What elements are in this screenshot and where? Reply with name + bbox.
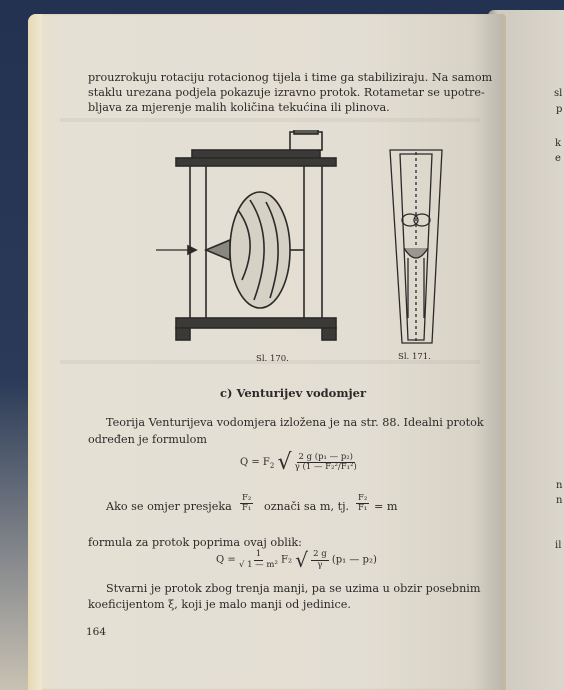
- paragraph4-line: koeficijentom ξ, koji je malo manji od jedinice.: [88, 598, 351, 611]
- paragraph3: formula za protok poprima ovaj oblik:: [88, 536, 302, 549]
- facing-page-fragment: e: [555, 153, 561, 164]
- formula2-root-num: 2 g: [313, 549, 327, 560]
- formula1-num: 2 g (p₁ — p₂): [298, 451, 353, 462]
- ratio-after: = m: [374, 500, 398, 513]
- page-edge: [28, 14, 42, 690]
- page-number: 164: [86, 626, 107, 638]
- paragraph1-line: prouzrokuju rotaciju rotacionog tijela i time ga stabiliziraju. Na samom: [88, 71, 493, 84]
- formula2-lhs: Q =: [216, 554, 236, 566]
- formula2-frac-den: √ 1 — m²: [238, 559, 278, 570]
- facing-page-fragment: n: [556, 480, 563, 491]
- ratio-f-den-2: F₁: [358, 503, 368, 514]
- formula1-den: γ (1 — F₂²/F₁²): [294, 462, 357, 472]
- formula-1: $Q = F_2$ √ $\frac{\text{2 g (p₁ — p₂)}}{\text{γ (1 — F₂²/F₁²)}}$: [240, 450, 357, 475]
- facing-page-fragment: sl: [554, 88, 563, 99]
- ratio-f-num: F₂: [242, 493, 252, 503]
- facing-page-fragment: il: [555, 540, 562, 551]
- paragraph1-line: bljava za mjerenje malih količina tekućina ili plinova.: [88, 101, 390, 114]
- facing-page-fragment: k: [555, 138, 562, 149]
- facing-page-fragment: n: [556, 495, 563, 506]
- section-heading: c) Venturijev vodomjer: [220, 386, 367, 400]
- paragraph2-line: Teorija Venturijeva vodomjera izložena je na str. 88. Idealni protok: [106, 416, 484, 429]
- ratio-fraction-2: [356, 494, 369, 514]
- figure-171-illustration: [386, 148, 446, 348]
- formula-2: Q = $\frac{1}{\text{√ 1 — m²}}$ F₂ √ $\frac{2 g}{\gamma}$ (p₁ — p₂): [216, 548, 377, 572]
- figure-caption: Sl. 171.: [398, 352, 431, 362]
- paragraph2-line: određen je formulom: [88, 433, 208, 446]
- ratio-fraction-1: [240, 494, 253, 514]
- figure-170-illustration: [150, 130, 360, 350]
- formula2-mid: F₂: [281, 554, 292, 566]
- facing-page-fragment: p: [556, 104, 563, 115]
- formula1-sub: 2: [269, 462, 275, 470]
- ratio-f-num-2: F₂: [358, 493, 368, 503]
- formula2-root-den: γ: [317, 559, 323, 570]
- show-through: [60, 118, 480, 122]
- ratio-before: Ako se omjer presjeka: [106, 500, 232, 513]
- paragraph1-line: staklu urezana podjela pokazuje izravno protok. Rotametar se upotre-: [88, 86, 485, 99]
- formula2-frac-num: 1: [255, 549, 262, 560]
- ratio-f-den: F₁: [242, 503, 252, 514]
- ratio-mid: označi sa m, tj.: [264, 500, 350, 513]
- formula1-lhs: Q = F: [240, 457, 270, 468]
- formula2-tail: (p₁ — p₂): [331, 554, 377, 566]
- figure-caption: Sl. 170.: [256, 354, 289, 364]
- paragraph4-line: Stvarni je protok zbog trenja manji, pa se uzima u obzir posebnim: [106, 582, 481, 595]
